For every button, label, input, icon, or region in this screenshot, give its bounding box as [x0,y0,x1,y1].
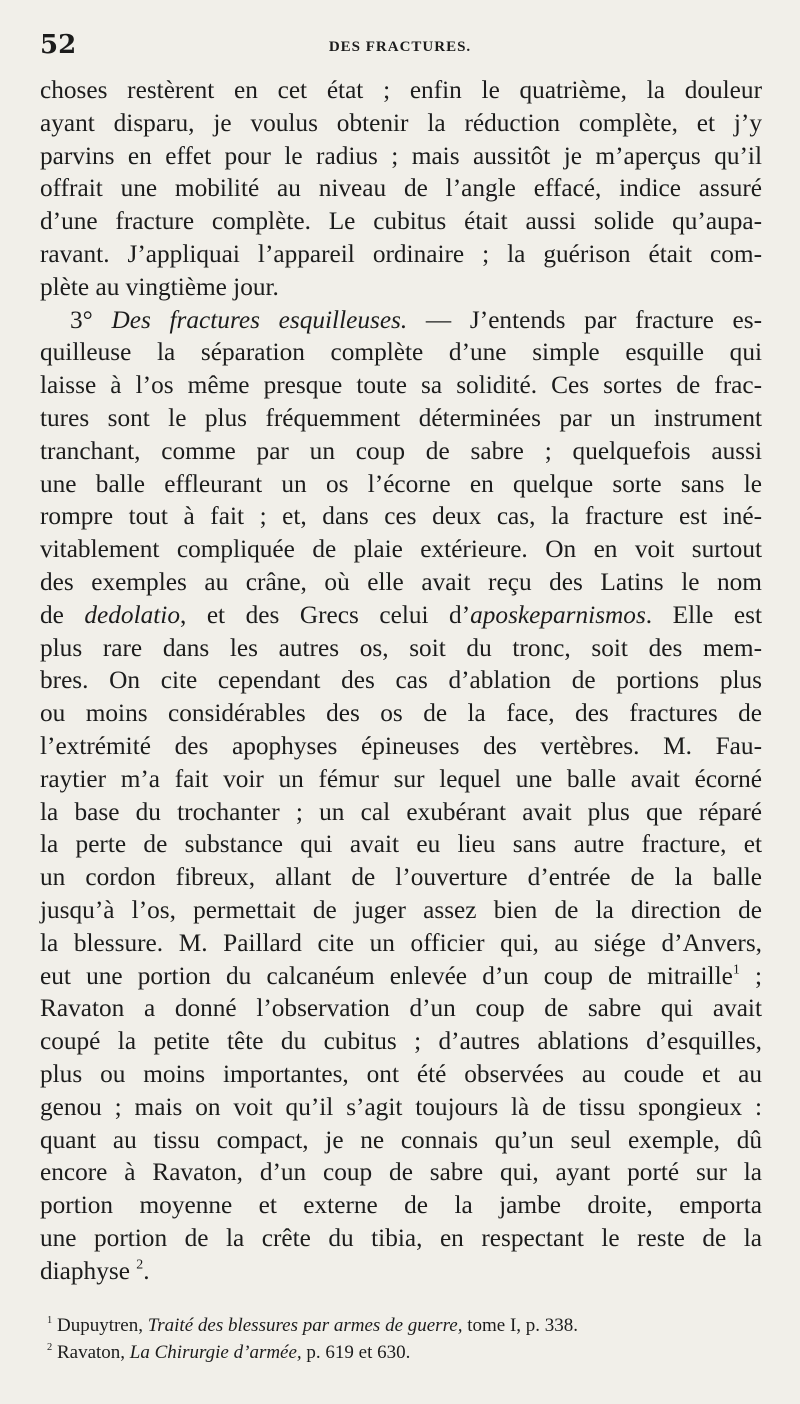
text-fragment: , et des Grecs celui d’ [179,600,471,629]
text-line: Ravaton a donné l’observation d’un coup de sabre qui avait [40,994,762,1023]
greek-term: aposkeparnismos [470,600,646,629]
footnote-author: Dupuytren, [56,1315,148,1336]
text-line: raytier m’a fait voir un fémur sur lequel une balle avait écorné [40,764,762,793]
page-header [40,30,760,66]
text-line: choses restèrent en cet état ; enfin le quatrième, la douleur [40,76,762,104]
body-text [40,74,762,1287]
footnote-title: Traité des blessures par armes de guerre, [147,1315,463,1336]
footnote-author: Ravaton, [56,1342,130,1363]
text-line: la blessure. M. Paillard cite un officier qui, au siége d’Anvers, [40,928,762,957]
footnote-detail: tome I, p. 338. [462,1315,579,1336]
text-line: une balle effleurant un os l’écorne en quelque sorte sans le [40,469,762,498]
text-line: bres. On cite cependant des cas d’ablation de portions plus [40,666,762,695]
section-title: Des fractures esquilleuses. [111,305,408,334]
text-line: encore à Ravaton, d’un coup de sabre qui, ayant porté sur la [40,1158,762,1187]
footnote-marker: 2 [47,1342,53,1354]
text-line: vitablement compliquée de plaie extérieure. On en voit surtout [40,535,762,564]
text-line: portion moyenne et externe de la jambe droite, emporta [40,1191,762,1220]
text-line: laisse à l’os même presque toute sa solidité. Ces sortes de frac- [40,371,762,400]
text-line: tranchant, comme par un coup de sabre ; quelquefois aussi [40,436,762,465]
running-head: DES FRACTURES. [328,39,472,55]
text-fragment: . [143,1256,150,1285]
text-line: des exemples au crâne, où elle avait reçu des Latins le nom [40,567,762,596]
text-line: quilleuse la séparation complète d’une simple esquille qui [40,338,762,367]
text-line: plète au vingtième jour. [40,272,279,301]
text-line: une portion de la crête du tibia, en respectant le reste de la [40,1223,762,1252]
text-line: ou moins considérables des os de la face, des fractures de [40,699,762,728]
text-line: ayant disparu, je voulus obtenir la réduction complète, et j’y [40,108,762,137]
footnotes [40,1312,762,1366]
footnote [40,1339,762,1366]
text-line: la base du trochanter ; un cal exubérant avait plus que réparé [40,797,762,826]
text-line: genou ; mais on voit qu’il s’agit toujours là de tissu spongieux : [40,1092,762,1121]
text-line: la perte de substance qui avait eu lieu sans autre fracture, et [40,830,762,859]
text-line: offrait une mobilité au niveau de l’angle effacé, indice assuré [40,174,762,203]
text-line: parvins en effet pour le radius ; mais aussitôt je m’aperçus qu’il [40,141,762,170]
page-number: 52 [40,30,77,60]
text-line: d’une fracture complète. Le cubitus était aussi solide qu’aupa- [40,207,762,236]
text-fragment: . Elle est [645,600,763,629]
text-line: quant au tissu compact, je ne connais qu’un seul exemple, dû [40,1125,762,1154]
footnote-detail: p. 619 et 630. [301,1342,411,1363]
text-line [40,960,762,993]
section-number: 3° [70,305,93,334]
text-line: jusqu’à l’os, permettait de juger assez bien de la direction de [40,895,762,924]
text-line: l’extrémité des apophyses épineuses des vertèbres. M. Fau- [40,731,762,760]
text-line: un cordon fibreux, allant de l’ouverture d’entrée de la balle [40,863,762,892]
footnote-reference: 2 [136,1257,144,1273]
text-fragment: de [40,600,85,629]
footnote [40,1312,762,1339]
text-line: tures sont le plus fréquemment déterminées par un instrument [40,403,762,432]
text-line: coupé la petite tête du cubitus ; d’autres ablations d’esquilles, [40,1027,762,1056]
footnote-reference: 1 [732,962,740,978]
section-intro-text: — J’entends par fracture es- [407,305,763,334]
text-line: plus rare dans les autres os, soit du tronc, soit des mem- [40,633,762,662]
text-line [40,599,762,632]
text-line: rompre tout à fait ; et, dans ces deux cas, la fracture est iné- [40,502,762,531]
text-fragment: ; [739,961,762,990]
text-fragment: eut une portion du calcanéum enlevée d’un coup de mitraille [40,961,733,990]
text-line [40,1255,762,1288]
text-fragment: diaphyse [40,1256,130,1285]
latin-term: dedolatio [84,600,180,629]
text-line: plus ou moins importantes, ont été observées au coude et au [40,1059,762,1088]
text-line: ravant. J’appliquai l’appareil ordinaire ; la guérison était com- [40,239,762,268]
footnote-marker: 1 [47,1315,53,1327]
footnote-title: La Chirurgie d’armée, [129,1342,302,1363]
section-heading-line [40,304,762,337]
